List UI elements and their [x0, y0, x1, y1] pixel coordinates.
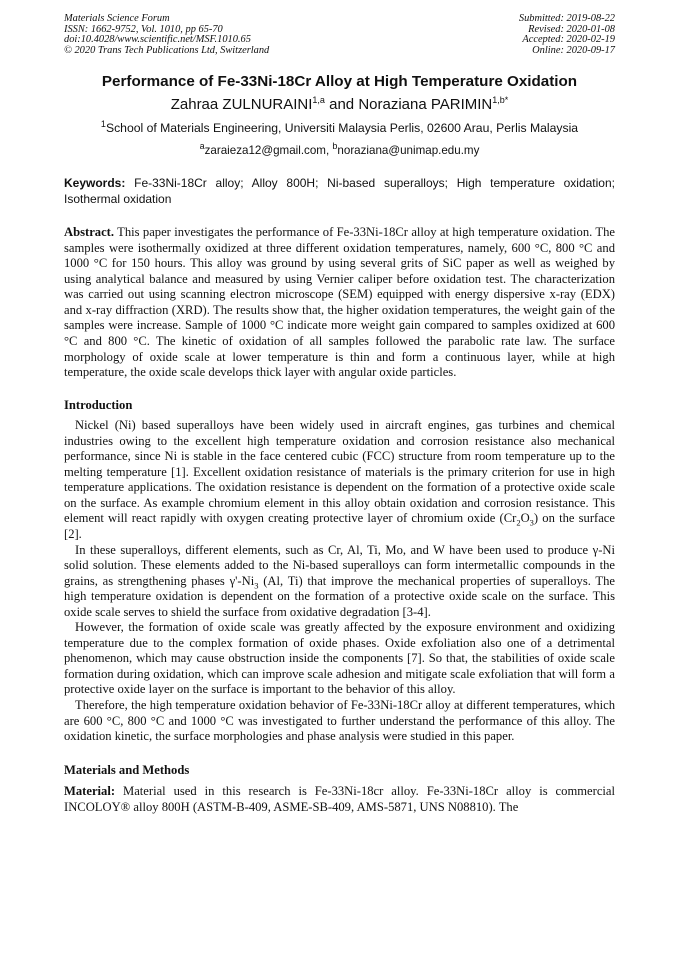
methods-paragraph — [64, 784, 615, 815]
introduction-paragraph-4: Therefore, the high temperature oxidation behavior of Fe-33Ni-18Cr alloy at different temperatures, which are 600 °C, 800 °C and 1000 °C was investigated to further understand the performance of this alloy. The oxidation kinetic, the surface morphologies and phase analysis were studied in this paper. — [64, 698, 615, 744]
journal-name: Materials Science Forum — [64, 13, 170, 24]
introduction-heading: Introduction — [64, 397, 133, 412]
journal-doi: doi:10.4028/www.scientific.net/MSF.1010.65 — [64, 34, 251, 46]
date-submitted: Submitted: 2019-08-22 — [518, 13, 615, 24]
intro-p1-sub-2: 3 — [529, 517, 534, 528]
abstract-label: Abstract. — [64, 225, 115, 240]
publication-dates — [519, 14, 615, 56]
keywords-label: Keywords: — [64, 176, 126, 191]
author-emails — [64, 141, 615, 158]
author-list — [64, 96, 615, 114]
author-1: Zahraa ZULNURAINI — [170, 96, 313, 114]
email-separator: , — [325, 144, 333, 158]
intro-p1-sub-1: 2 — [516, 517, 521, 528]
date-online: Online: 2020-09-17 — [532, 44, 615, 56]
methods-material-text: Material used in this research is Fe-33Ni-18cr alloy. Fe-33Ni-18Cr alloy is commercial INCOLOY® alloy 800H (ASTM-B-409, ASME-SB-409, AMS-5871, UNS N08810). The — [64, 784, 615, 814]
journal-copyright: © 2020 Trans Tech Publications Ltd, Switzerland — [64, 44, 270, 56]
affiliation — [64, 121, 615, 136]
affiliation-sup: 1 — [100, 119, 106, 130]
intro-p2-text-b: (Al, Ti) that improve the mechanical properties of superalloys. The high temperature oxidation is dependent on the formation of a protective oxide scale on the surface. This oxide scale serves to shield the surface from oxidative degradation [3-4]. — [64, 573, 616, 619]
email-a-sup: a — [199, 141, 205, 152]
abstract-text: This paper investigates the performance of Fe-33Ni-18Cr alloy at high temperature oxidation. The samples were isothermally oxidized at three different oxidation temperatures, namely, 600 °C, 800 °C and 1000 °C for 150 hours. This alloy was ground by using several grits of SiC paper as well as weighed by using analytical balance and measured by using Vernier caliper before oxidation test. The characterization was carried out using scanning electron microscope (SEM) equipped with energy dispersive x-ray (EDX) and x-ray diffraction (XRD). The results show that, the higher oxidation temperatures, the weight gain of the samples were increase. Sample of 1000 °C indicate more weight gain compared to samples oxidized at 600 °C and 800 °C. The kinetic of oxidation of all samples followed the parabolic rate law. The surface morphology of oxide scale at lower temperature is thin and form a continuous layer, while at high temperature, the oxide scale develops thick layer with angular oxide particles. — [64, 225, 615, 380]
keywords — [64, 176, 615, 207]
abstract — [64, 225, 615, 380]
methods-heading: Materials and Methods — [64, 762, 190, 777]
intro-p1-text-c: ) on the surface [2]. — [64, 511, 615, 541]
intro-p2-text-a: In these superalloys, different elements, such as Cr, Al, Ti, Mo, and W have been used to produce γ-Ni solid solution. These elements added to the Ni-based superalloys can form intermetallic compounds in the grains, as strengthening phases γ'-Ni — [64, 542, 615, 588]
intro-p1-text-a: Nickel (Ni) based superalloys have been widely used in aircraft engines, gas turbines and chemical industries owing to the excellent high temperature oxidation and corrosion resistance also mechanical performance, since Ni is stable in the face centered cubic (FCC) structure from room temperature up to the melting temperature [1]. Excellent oxidation resistance of materials is the primary criterion for use in high temperature applications. The oxidation resistance is dependent on the formation of a protective oxide scale on the surface. As example chromium element in this alloy obtain oxidation and corrosion resistance. This element will react rapidly with oxygen creating protective layer of chromium oxide (Cr — [64, 418, 615, 526]
author-2-affil-sup: 1,b* — [492, 95, 509, 106]
introduction-paragraph-1 — [64, 418, 615, 542]
paper-title: Performance of Fe-33Ni-18Cr Alloy at High Temperature Oxidation — [101, 73, 578, 91]
journal-header — [64, 14, 615, 56]
intro-p2-sub: 3 — [254, 580, 259, 591]
intro-p1-text-b: O — [520, 511, 530, 526]
author-2: Noraziana PARIMIN — [358, 96, 493, 114]
author-joiner: and — [324, 96, 359, 114]
email-b-sup: b — [332, 141, 338, 152]
email-a[interactable]: zaraieza12@gmail.com — [204, 144, 326, 158]
methods-material-label: Material: — [64, 784, 116, 799]
affiliation-text: School of Materials Engineering, Universiti Malaysia Perlis, 02600 Arau, Perlis Malaysia — [105, 121, 579, 136]
email-b[interactable]: noraziana@unimap.edu.my — [337, 144, 480, 158]
date-revised: Revised: 2020-01-08 — [528, 23, 615, 35]
keywords-text: Fe-33Ni-18Cr alloy; Alloy 800H; Ni-based superalloys; High temperature oxidation; Isothermal oxidation — [64, 176, 615, 206]
journal-issn: ISSN: 1662-9752, Vol. 1010, pp 65-70 — [64, 23, 223, 35]
author-1-affil-sup: 1,a — [312, 95, 325, 106]
journal-info — [64, 14, 269, 56]
date-accepted: Accepted: 2020-02-19 — [522, 34, 615, 46]
introduction-paragraph-2 — [64, 543, 615, 621]
introduction-paragraph-3: However, the formation of oxide scale was greatly affected by the exposure environment and oxidizing temperature due to the complex formation of oxide phases. Oxide exfoliation also one of a detrimental phenomenon, which may cause obstruction inside the components [7]. So that, the stabilities of oxide scale formation during oxidation, which can improve scale adhesion and mitigate scale exfoliation that will form a protective oxide layer on the surface is important to the behavior of this alloy. — [64, 620, 615, 697]
